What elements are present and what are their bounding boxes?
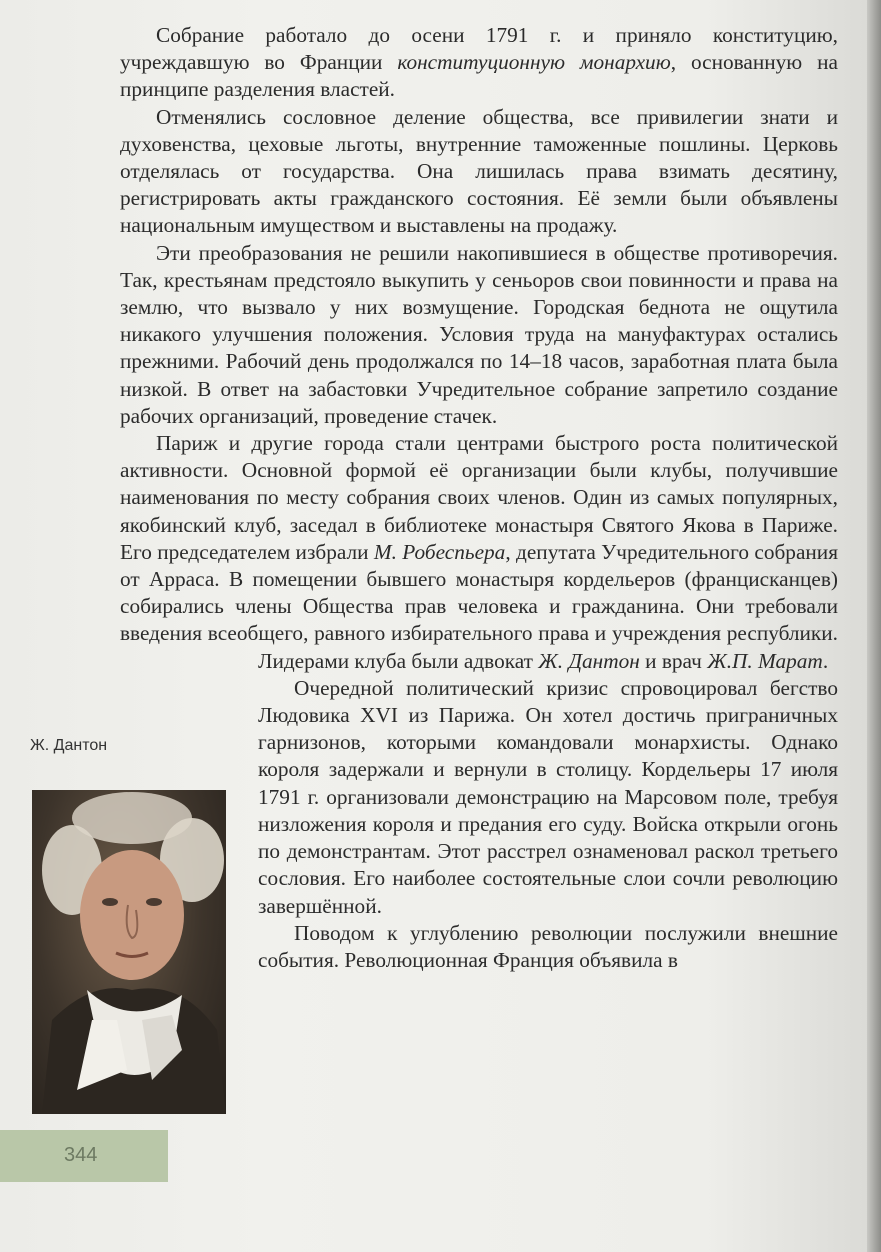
danton-portrait: [32, 790, 226, 1114]
name-danton: Ж. Дантон: [538, 648, 640, 673]
body-text: [120, 22, 838, 1075]
portrait-illustration: [32, 790, 226, 1114]
paragraph-external-events: Поводом к углублению революции послужили внешние события. Революционная Франция объявила в: [258, 920, 838, 972]
paragraph-contradictions: Эти преобразования не решили накопившиеся в обществе противоречия. Так, крестьянам предстояло выкупить у сеньоров свои повинности и права на землю, что вызвало у них возмущение. Городская беднота не ощутила никакого улучшения положения. Условия труда на мануфактурах остались прежними. Рабочий день продолжался по 14–18 часов, заработная плата была низкой. В ответ на забастовки Учредительное собрание запретило создание рабочих организаций, проведение стачек.: [120, 240, 838, 428]
term-constitutional-monarchy: конституционную монархию: [397, 50, 671, 75]
paragraph-abolitions: Отменялись сословное деление общества, все привилегии знати и духовенства, цеховые льготы, внутренние таможенные пошлины. Церковь отделялась от государства. Она лишилась права взимать десятину, регистрировать акты гражданского состояния. Её земли были объявлены национальным имуществом и выставлены на продажу.: [120, 104, 838, 238]
page-number: 344: [64, 1144, 98, 1166]
paragraph-constitution: Собрание работало до осени 1791 г. и приняло конституцию, учреждавшую во Франции конституционную монархию, основанную на принципе разделения властей.: [120, 23, 838, 102]
paragraph-clubs: Париж и другие города стали центрами быстрого роста политической активности. Основной формой её организации были клубы, получившие наименования по месту собрания своих членов. Один из самых популярных, якобинский клуб, заседал в библиотеке монастыря Святого Якова в Париже. Его председателем избрали М. Робеспьера, депутата Учредительного собрания от Арраса. В помещении бывшего монастыря кордельеров (францисканцев) собирались члены Общества прав человека и гражданина. Они требовали введения всеобщего, равного избирательного права и учреждения республики. Лидерами клуба были адвокат Ж. Дантон и врач Ж.П. Марат.: [120, 430, 838, 675]
book-spine-shadow: [867, 0, 881, 1252]
figure-caption: Ж. Дантон: [30, 737, 108, 754]
name-robespierre: М. Робеспьера: [373, 539, 506, 564]
name-marat: Ж.П. Марат: [707, 648, 823, 673]
paragraph-crisis: Очередной политический кризис спровоцировал бегство Людовика XVI из Парижа. Он хотел достичь приграничных гарнизонов, которыми командовали монархисты. Однако короля задержали и вернули в столицу. Кордельеры 17 июля 1791 г. организовали демонстрацию на Марсовом поле, требуя низложения короля и предания его суду. Войска открыли огонь по демонстрантам. Этот расстрел ознаменовал раскол третьего сословия. Его наиболее состоятельные слои сочли революцию завершённой.: [258, 675, 838, 918]
